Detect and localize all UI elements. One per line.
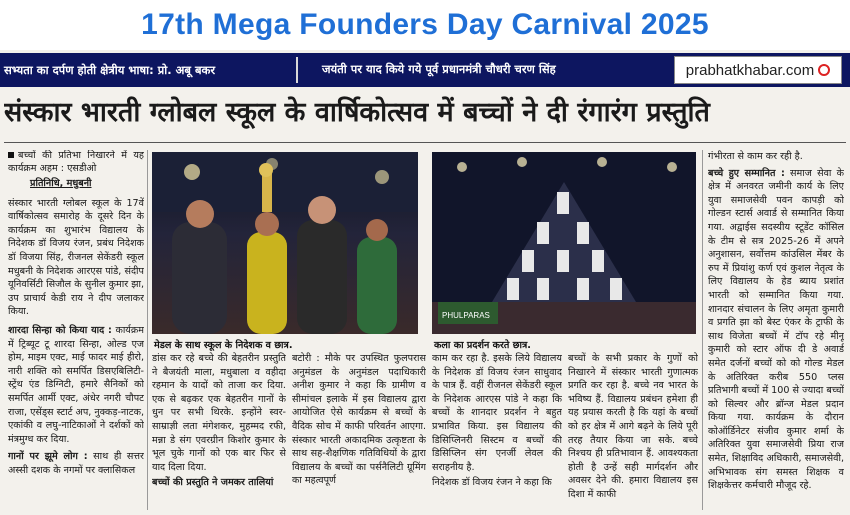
photo-stage-performance[interactable]: [432, 152, 696, 334]
top-banner: [0, 0, 850, 50]
ticker-item-1[interactable]: सभ्यता का दर्पण होती क्षेत्रीय भाषा: प्रो. अबू बकर: [4, 62, 216, 77]
col1-para-3: साथ ही सत्तर अस्सी दशक के नगमों पर क्लासिकल: [8, 451, 144, 476]
cursor-icon: [818, 64, 830, 76]
col6-para-2: समाज सेवा के क्षेत्र में अनवरत जमीनी कार्य के लिए युवा समाजसेवी पवन कापड़ी को गोल्डन स्टार्स अवार्ड से सम्मानित किया गया. अद्वाईस सदस्यीय स्टूडेंट कॉसिल के टीम से सत्र 2025-26 में अपने अनुशासन, सर्वोत्तम कांउसिल मेंबर के रुप में प्रियांशु कर्ण एवं कुशल नेतृत्व के लिए विद्यालय के हेड ब्याय प्रशांत भारती को सम्मानित किया गया. शानदार संचालन के लिए अमृता कुमारी व प्रगति झा को बेस्ट एंकर के ट्राफी के साथ विजेता बच्चों में टॉप रहे मीनू कुमारी को स्टार ऑफ दी डे अवार्ड समेत दर्जनों बच्चों को को गोल्ड मेडल के अतिरिक्त करीब 550 प्लस प्रतिभागी बच्चों में 100 से ज्यादा बच्चों को सिल्वर और ब्रॉन्ज मेडल प्रदान किया गया. कार्यक्रम के दौरान कोऑर्डिनेटर संजीव कुमार शर्मा के अतिरिक्त युवा समाजसेवी प्रिया राज समेत, शिक्षाविद अधिकारी, समाजसेवी, अभिभावक संग समस्त शिक्षक व शिक्षकेत्तर कर्मचारी मौजूद रहे.: [708, 167, 844, 492]
column-divider: [147, 150, 148, 510]
ticker-item-2[interactable]: जयंती पर याद किये गये पूर्व प्रधानमंत्री चौधरी चरण सिंह: [322, 62, 556, 76]
col2-para-1: डांस कर रहे बच्चे की बेहतरीन प्रस्तुति ने बैजयंती माला, मधुबाला व वहीदा रहमान के यादों को ताजा कर दिया. एक से बढ़कर एक बेहतरीन गानों के धुन पर सभी थिरके. इन्होंने स्वर-साम्राज्ञी लता मंगेशकर, मुहम्मद रफी, मन्ना डे संग एवरग्रीन किशोर कुमार के भूल चुके गानों को एक बार फिर से याद दिला दिया.: [152, 353, 286, 473]
stage-banner-text: PHULPARAS: [442, 311, 490, 320]
col4-para-2: निदेशक डॉ विजय रंजन ने कहा कि: [432, 477, 552, 489]
article-column-5: [568, 352, 698, 510]
logo-text: prabhatkhabar.com: [685, 61, 815, 79]
photo-medal-illustration: [152, 152, 418, 334]
photo-medal-ceremony[interactable]: [152, 152, 418, 334]
article-headline: संस्कार भारती ग्लोबल स्कूल के वार्षिकोत्सव में बच्चों ने दी रंगारंग प्रस्तुति: [4, 97, 710, 128]
photo-stage-illustration: [432, 152, 696, 334]
bullet-icon: [8, 152, 14, 158]
byline-reporter: प्रतिनिधि, मधुबनी: [30, 178, 92, 189]
article-column-6: [708, 150, 844, 510]
ticker-bar: [0, 53, 850, 87]
photo1-caption: मेडल के साथ स्कूल के निदेशक व छात्र.: [154, 340, 293, 351]
article-column-1: [8, 150, 144, 510]
banner-title: 17th Mega Founders Day Carnival 2025: [141, 8, 709, 41]
col4-para-1: काम कर रहा है. इसके लिये विद्यालय के निदेशक डॉ विजय रंजन साधुवाद के पात्र हैं. वहीं रीजनल सेकेंडरी स्कूल के निदेशक आरएस पांडे ने कहा कि बच्चों के शानदार प्रदर्शन ने बहुत प्रभावित किया. इस विद्यालय की डिसिप्लिनरी सिस्टम व बच्चों की डिसिप्लिन संग एनर्जी लेवल की सराहनीय है.: [432, 353, 562, 473]
article-column-2: [152, 352, 286, 510]
col1-subhead-1: शारदा सिन्हा को किया याद :: [8, 324, 112, 336]
column-divider-right: [702, 150, 703, 510]
col2-subhead-1: बच्चों की प्रस्तुति ने जमकर तालियां: [152, 477, 274, 489]
photo2-caption: कला का प्रदर्शन करते छात्र.: [434, 340, 531, 351]
col3-para-1: बटोरी : मौके पर उपस्थित फुलपरास अनुमंडल के अनुमंडल पदाधिकारी अनीश कुमार ने कहा कि ग्रामीण व सीमांचल इलाके में इस विद्यालय द्वारा आयोजित ऐसे कार्यक्रम से बच्चों के वैदिक सोच में काफी परिवर्तन आएगा. संस्कार भारती अकादमिक उत्कृष्टता के साथ सह-शैक्षणिक गतिविधियों के द्वारा विद्यालय के बच्चों का पर्सनैलिटी ग्रूमिंग का महत्वपूर्ण: [292, 353, 426, 487]
headline-rule: [4, 142, 846, 143]
article-column-3: [292, 352, 426, 510]
site-logo[interactable]: [674, 56, 842, 84]
col1-subhead-2: गानों पर झूमे लोग :: [8, 451, 88, 463]
article-column-4: [432, 352, 562, 510]
col1-para-2: कार्यक्रम में ट्रिब्यूट टू शारदा सिन्हा, ओल्ड एज होम, माइम एक्ट, माई फादर माई हीरो, नारी शक्ति को समर्पित डिसएबिलिटी-स्ट्रेंथ एंड डिग्निटी, हमारे सैनिकों को समर्पित आर्मी एक्ट, अंधेर नगरी चौपट राजा, एसेंड्स स्टार्ट अप, नुक्कड़-नाटक, एकांकी व लघु-नाटिकाओं ने दर्शकों को मंत्रमुग्ध कर दिया.: [8, 324, 144, 445]
byline-summary: बच्चों की प्रतिभा निखारने में यह कार्यक्रम अहम : एसडीओ: [8, 150, 144, 174]
col1-para-1: संस्कार भारती ग्लोबल स्कूल के 17वें वार्षिकोत्सव समारोह के दूसरे दिन के कार्यक्रम का शुभारंभ विद्यालय के निदेशक डॉ विजय रंजन, प्रबंध निदेशक डॉ विजया सिंह, रीजनल सेकेंडरी स्कूल मधुबनी के निदेशक आरएस पांडे, संदीप यूनिवर्सिटी सिजौल के सुनील कुमार झा, उप प्राचार्य केडी राय ने दीप जलाकर किया.: [8, 197, 144, 318]
col5-para-1: बच्चों के सभी प्रकार के गुणों को निखारने में संस्कार भारती गुणात्मक प्रगति कर रहा है. बच्चे नव भारत के भविष्य हैं. विद्यालय प्रबंधन हमेशा ही यह प्रयास करती है कि यहां के बच्चों को हर क्षेत्र में आगे बढ़ने के लिये पूरी तरह तैयार किया जा सके. बच्चे निश्चय ही प्रतिभावान हैं. आवश्यकता होती है उन्हें सही मार्गदर्शन और अवसर देने की. हमारा विद्यालय इस दिशा में काफी: [568, 353, 698, 500]
ticker-divider: [296, 57, 298, 83]
col6-subhead-1: बच्चे हुए सम्मानित :: [708, 167, 785, 179]
col6-para-1: गंभीरता से काम कर रही है.: [708, 151, 803, 162]
